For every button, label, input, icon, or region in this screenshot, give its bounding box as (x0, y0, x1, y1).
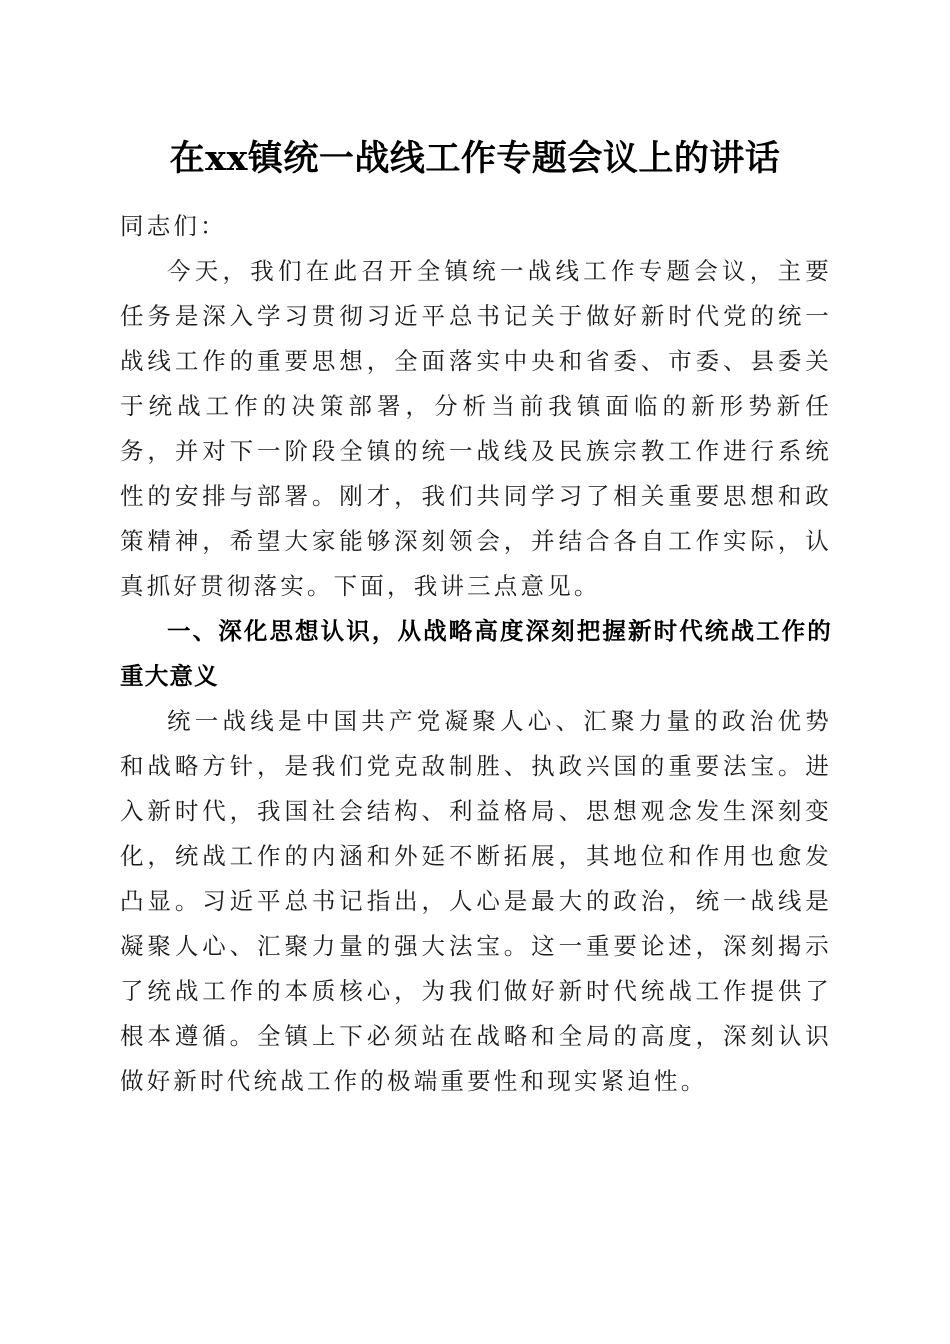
intro-paragraph: 今天，我们在此召开全镇统一战线工作专题会议，主要任务是深入学习贯彻习近平总书记关于做好新时代党的统一战线工作的重要思想，全面落实中央和省委、市委、县委关于统战工作的决策部署，分析当前我镇面临的新形势新任务，并对下一阶段全镇的统一战线及民族宗教工作进行系统性的安排与部署。刚才，我们共同学习了相关重要思想和政策精神，希望大家能够深刻领会，并结合各自工作实际，认真抓好贯彻落实。下面，我讲三点意见。 (120, 257, 832, 600)
document-title: 在xx镇统一战线工作专题会议上的讲话 (169, 138, 781, 179)
section-1-paragraph: 统一战线是中国共产党凝聚人心、汇聚力量的政治优势和战略方针，是我们党克敌制胜、执政兴国的重要法宝。进入新时代，我国社会结构、利益格局、思想观念发生深刻变化，统战工作的内涵和外延不断拓展，其地位和作用也愈发凸显。习近平总书记指出，人心是最大的政治，统一战线是凝聚人心、汇聚力量的强大法宝。这一重要论述，深刻揭示了统战工作的本质核心，为我们做好新时代统战工作提供了根本遵循。全镇上下必须站在战略和全局的高度，深刻认识做好新时代统战工作的极端重要性和现实紧迫性。 (120, 707, 832, 1095)
section-heading-1: 一、深化思想认识，从战略高度深刻把握新时代统战工作的重大意义 (120, 617, 832, 690)
document-body (120, 204, 832, 1104)
salutation: 同志们： (120, 212, 227, 240)
